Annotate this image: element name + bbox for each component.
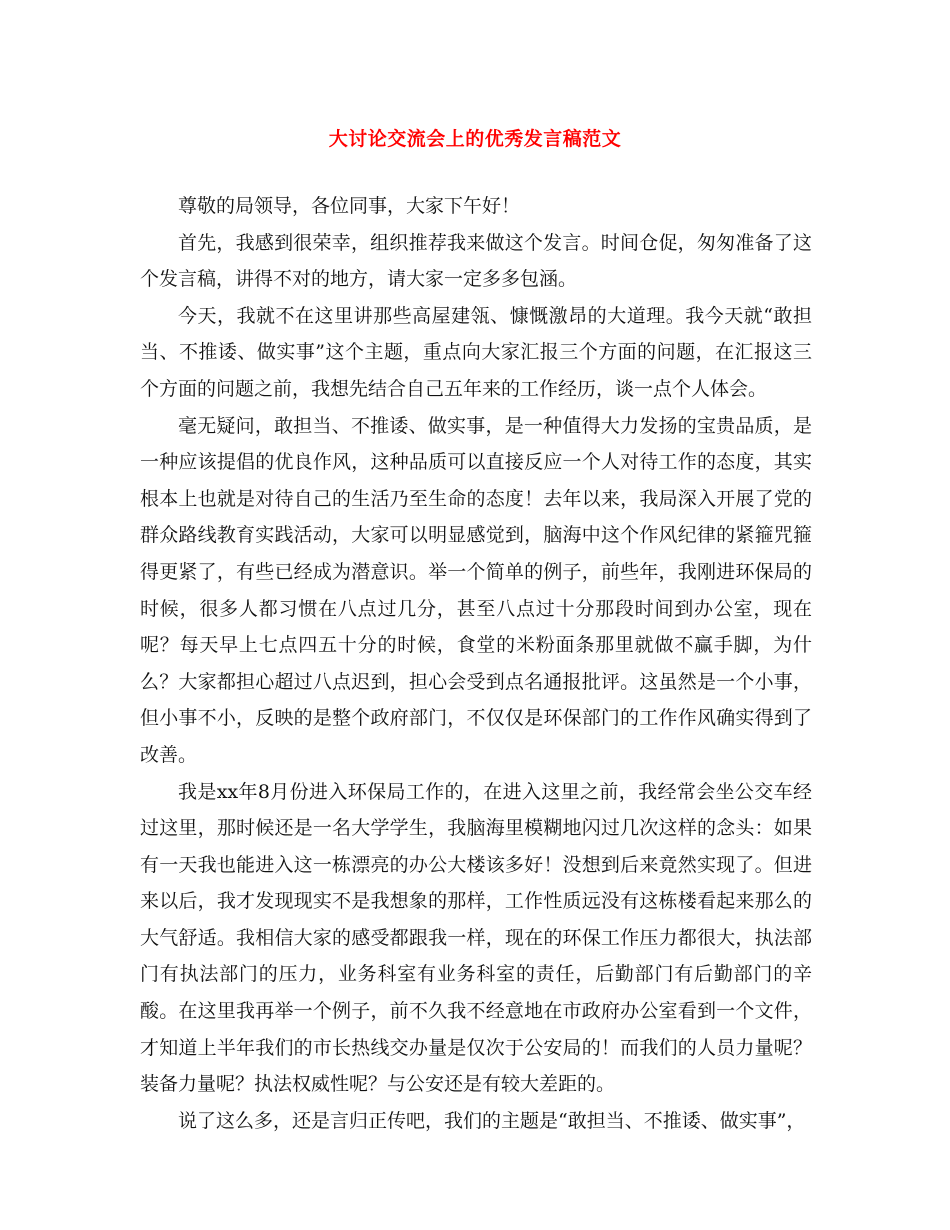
paragraph-quality: 毫无疑问，敢担当、不推诿、做实事，是一种值得大力发扬的宝贵品质，是一种应该提倡的优良作风，这种品质可以直接反应一个人对待工作的态度，其实根本上也就是对待自己的生活乃至生命的态度！去年以来，我局深入开展了党的群众路线教育实践活动，大家可以明显感觉到，脑海中这个作风纪律的紧箍咒箍得更紧了，有些已经成为潜意识。举一个简单的例子，前些年，我刚进环保局的时候，很多人都习惯在八点过几分，甚至八点过十分那段时间到办公室，现在呢？每天早上七点四五十分的时候，食堂的米粉面条那里就做不赢手脚，为什么？大家都担心超过八点迟到，担心会受到点名通报批评。这虽然是一个小事，但小事不小，反映的是整个政府部门，不仅仅是环保部门的工作作风确实得到了改善。 <box>140 414 812 766</box>
paragraph-transition: 说了这么多，还是言归正传吧，我们的主题是“敢担当、不推诿、做实事”， <box>178 1109 806 1132</box>
paragraph-topic: 今天，我就不在这里讲那些高屋建瓴、慷慨激昂的大道理。我今天就“敢担当、不推诿、做实事”这个主题，重点向大家汇报三个方面的问题，在汇报这三个方面的问题之前，我想先结合自己五年来的工作经历，谈一点个人体会。 <box>140 304 812 400</box>
paragraph-greeting: 尊敬的局领导，各位同事，大家下午好！ <box>178 195 521 217</box>
document-title: 大讨论交流会上的优秀发言稿范文 <box>328 128 622 150</box>
paragraph-opening: 首先，我感到很荣幸，组织推荐我来做这个发言。时间仓促，匆匆准备了这个发言稿，讲得不对的地方，请大家一定多多包涵。 <box>140 231 812 291</box>
document-body <box>140 188 812 1139</box>
paragraph-experience: 我是xx年8月份进入环保局工作的，在进入这里之前，我经常会坐公交车经过这里，那时候还是一名大学学生，我脑海里模糊地闪过几次这样的念头：如果有一天我也能进入这一栋漂亮的办公大楼该多好！没想到后来竟然实现了。但进来以后，我才发现现实不是我想象的那样，工作性质远没有这栋楼看起来那么的大气舒适。我相信大家的感受都跟我一样，现在的环保工作压力都很大，执法部门有执法部门的压力，业务科室有业务科室的责任，后勤部门有后勤部门的辛酸。在这里我再举一个例子，前不久我不经意地在市政府办公室看到一个文件，才知道上半年我们的市长热线交办量是仅次于公安局的！而我们的人员力量呢？装备力量呢？执法权威性呢？与公安还是有较大差距的。 <box>140 780 812 1096</box>
